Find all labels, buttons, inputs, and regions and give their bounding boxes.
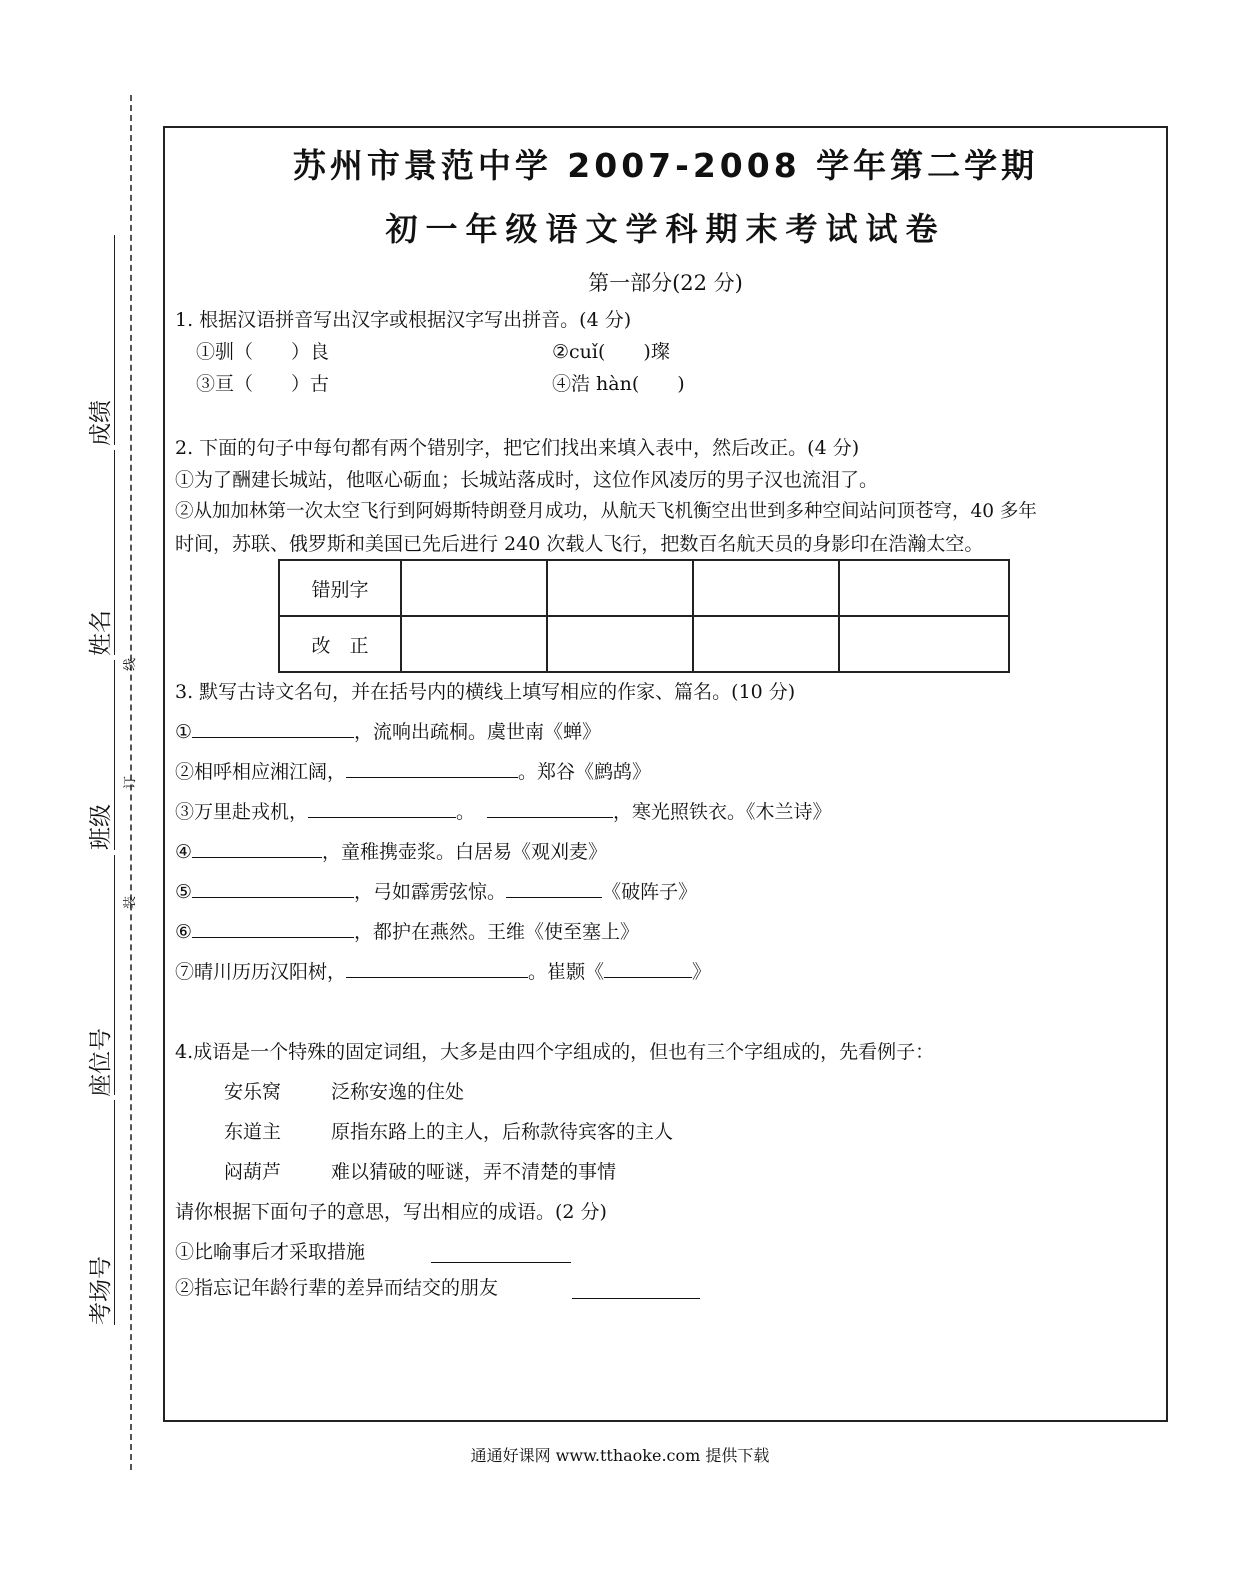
q4-instruction: 请你根据下面句子的意思，写出相应的成语。(2 分) xyxy=(175,1201,607,1223)
answer-blank[interactable] xyxy=(506,879,602,898)
answer-blank[interactable] xyxy=(192,719,354,738)
answer-cell[interactable] xyxy=(693,560,839,616)
q4-stem: 4.成语是一个特殊的固定词组，大多是由四个字组成的，但也有三个字组成的，先看例子： xyxy=(175,1041,935,1063)
idiom-example-meaning: 泛称安逸的住处 xyxy=(331,1081,465,1103)
score-label: 成绩 xyxy=(88,400,114,446)
answer-cell[interactable] xyxy=(839,560,1009,616)
answer-blank[interactable] xyxy=(192,879,354,898)
q3-item-4-text: ，童稚携壶浆。白居易《观刈麦》 xyxy=(322,841,608,863)
bind-mark-bind: 装 xyxy=(123,895,139,910)
q3-item-6 xyxy=(175,919,639,945)
q2-sentence-2b: 时间，苏联、俄罗斯和美国已先后进行 240 次载人飞行，把数百名航天员的身影印在浩瀚太空。 xyxy=(175,533,984,555)
q3-item-5-prefix: ⑤ xyxy=(175,881,193,903)
q3-item-7-text: ⑦晴川历历汉阳树， xyxy=(175,961,347,983)
answer-cell[interactable] xyxy=(547,616,693,672)
q1-item-b: ②cuǐ( )璨 xyxy=(552,341,670,363)
q3-item-1-prefix: ① xyxy=(175,721,193,743)
idiom-example-word: 安乐窝 xyxy=(224,1081,282,1103)
bind-mark-line: 线 xyxy=(123,657,139,672)
q3-item-1 xyxy=(175,719,601,745)
name-label: 姓名 xyxy=(88,610,114,656)
q3-stem: 3. 默写古诗文名句，并在括号内的横线上填写相应的作家、篇名。(10 分) xyxy=(175,681,796,703)
q2-sentence-1: ①为了酬建长城站，他呕心砺血；长城站落成时，这位作风凌厉的男子汉也流泪了。 xyxy=(175,469,879,491)
q4-item-2: ②指忘记年龄行辈的差异而结交的朋友 xyxy=(175,1277,499,1299)
q3-item-4 xyxy=(175,839,607,865)
q2-sentence-2a: ②从加加林第一次太空飞行到阿姆斯特朗登月成功，从航天飞机衡空出世到多种空间站问顶苍穹，40 多年 xyxy=(175,501,1037,522)
idiom-example-meaning: 难以猜破的哑谜，弄不清楚的事情 xyxy=(331,1161,617,1183)
q1-stem: 1. 根据汉语拼音写出汉字或根据汉字写出拼音。(4 分) xyxy=(175,309,632,331)
q3-item-3-source: ，寒光照铁衣。《木兰诗》 xyxy=(613,801,832,823)
q3-item-7-author: 。崔颢《 xyxy=(528,961,605,983)
bind-mark-staple: 订 xyxy=(123,775,139,790)
class-label: 班级 xyxy=(88,804,114,850)
q3-item-7 xyxy=(175,959,711,985)
answer-blank[interactable] xyxy=(572,1280,700,1299)
idiom-example-word: 闷葫芦 xyxy=(224,1161,282,1183)
q3-item-4-prefix: ④ xyxy=(175,841,193,863)
q1-item-d: ④浩 hàn( ) xyxy=(552,373,685,395)
part-heading: 第一部分(22 分) xyxy=(588,271,743,295)
q3-item-2-text: ②相呼相应湘江阔， xyxy=(175,761,347,783)
q1-item-c: ③亘（ ）古 xyxy=(196,373,330,395)
q3-item-5-source: 《破阵子》 xyxy=(602,881,698,903)
exam-title-line1: 苏州市景范中学 2007-2008 学年第二学期 xyxy=(292,146,1039,185)
q3-item-3-sep: 。 xyxy=(456,801,476,823)
answer-blank[interactable] xyxy=(487,799,613,818)
answer-blank[interactable] xyxy=(192,839,322,858)
page-footer: 通通好课网 www.tthaoke.com 提供下载 xyxy=(470,1446,770,1465)
q3-item-6-text: ，都护在燕然。王维《使至塞上》 xyxy=(354,921,640,943)
answer-blank[interactable] xyxy=(346,759,518,778)
row-label-wrong: 错别字 xyxy=(279,560,401,616)
q3-item-6-prefix: ⑥ xyxy=(175,921,193,943)
q3-item-2 xyxy=(175,759,651,785)
q3-item-3-text: ③万里赴戎机， xyxy=(175,801,309,823)
q4-item-1: ①比喻事后才采取措施 xyxy=(175,1241,366,1263)
q3-item-2-source: 。郑谷《鹧鸪》 xyxy=(518,761,652,783)
answer-cell[interactable] xyxy=(547,560,693,616)
answer-blank[interactable] xyxy=(308,799,456,818)
seat-label: 座位号 xyxy=(88,1028,114,1097)
answer-blank[interactable] xyxy=(192,919,354,938)
q1-item-a: ①驯（ ）良 xyxy=(196,341,330,363)
q3-item-3 xyxy=(175,799,832,825)
q3-item-1-text: ，流响出疏桐。虞世南《蝉》 xyxy=(354,721,602,743)
room-label: 考场号 xyxy=(88,1256,114,1325)
answer-cell[interactable] xyxy=(839,616,1009,672)
idiom-example-meaning: 原指东路上的主人，后称款待宾客的主人 xyxy=(331,1121,674,1143)
error-correction-table xyxy=(278,559,1010,673)
table-row xyxy=(279,616,1009,672)
answer-blank[interactable] xyxy=(346,959,528,978)
q2-stem: 2. 下面的句子中每句都有两个错别字，把它们找出来填入表中，然后改正。(4 分) xyxy=(175,437,860,459)
answer-cell[interactable] xyxy=(401,616,547,672)
answer-cell[interactable] xyxy=(401,560,547,616)
q3-item-5-text: ，弓如霹雳弦惊。 xyxy=(354,881,507,903)
exam-title-line2: 初一年级语文学科期末考试试卷 xyxy=(385,210,946,248)
idiom-example-word: 东道主 xyxy=(224,1121,282,1143)
answer-blank[interactable] xyxy=(431,1244,571,1263)
q3-item-5 xyxy=(175,879,697,905)
q3-item-7-close: 》 xyxy=(692,961,712,983)
table-row xyxy=(279,560,1009,616)
answer-cell[interactable] xyxy=(693,616,839,672)
row-label-correct: 改 正 xyxy=(279,616,401,672)
answer-blank[interactable] xyxy=(604,959,692,978)
